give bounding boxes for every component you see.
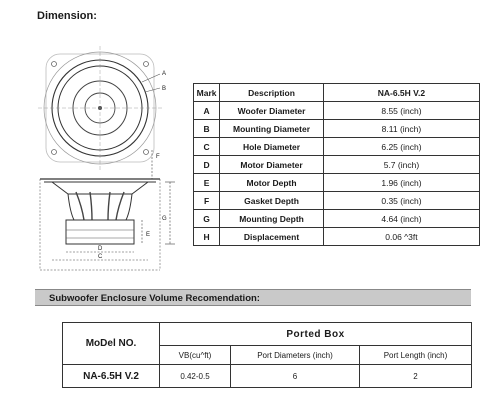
vb-cell: 0.42-0.5 bbox=[160, 365, 231, 388]
table-row bbox=[194, 138, 480, 156]
mark-cell: D bbox=[194, 156, 220, 174]
table-row bbox=[194, 120, 480, 138]
subwoofer-heading-banner: Subwoofer Enclosure Volume Recomendation: bbox=[35, 289, 471, 306]
drawing-label-d: D bbox=[98, 246, 103, 252]
port-diameter-cell: 6 bbox=[231, 365, 360, 388]
mark-cell: B bbox=[194, 120, 220, 138]
description-cell: Motor Diameter bbox=[220, 156, 324, 174]
description-cell: Mounting Diameter bbox=[220, 120, 324, 138]
description-cell: Motor Depth bbox=[220, 174, 324, 192]
description-cell: Displacement bbox=[220, 228, 324, 246]
description-cell: Woofer Diameter bbox=[220, 102, 324, 120]
mark-cell: G bbox=[194, 210, 220, 228]
vb-header: VB(cu^ft) bbox=[160, 346, 231, 365]
table-row bbox=[194, 102, 480, 120]
value-cell: 8.11 (inch) bbox=[323, 120, 479, 138]
description-header: Description bbox=[220, 84, 324, 102]
drawing-label-b: B bbox=[162, 86, 167, 92]
value-cell: 0.35 (inch) bbox=[323, 192, 479, 210]
table-row bbox=[194, 192, 480, 210]
spec-header-row bbox=[194, 84, 480, 102]
port-length-cell: 2 bbox=[360, 365, 472, 388]
ported-box-header: Ported Box bbox=[160, 323, 472, 346]
description-cell: Gasket Depth bbox=[220, 192, 324, 210]
value-cell: 8.55 (inch) bbox=[323, 102, 479, 120]
value-cell: 4.64 (inch) bbox=[323, 210, 479, 228]
model-no-header: MoDel NO. bbox=[63, 323, 160, 365]
drawing-label-c: C bbox=[98, 254, 103, 260]
port-length-header: Port Length (inch) bbox=[360, 346, 472, 365]
value-cell: 6.25 (inch) bbox=[323, 138, 479, 156]
model-cell: NA-6.5H V.2 bbox=[63, 365, 160, 388]
mark-cell: A bbox=[194, 102, 220, 120]
ported-group-row bbox=[63, 323, 472, 346]
table-row bbox=[194, 228, 480, 246]
mark-cell: C bbox=[194, 138, 220, 156]
drawing-label-a: A bbox=[162, 71, 167, 77]
table-row bbox=[63, 365, 472, 388]
table-row bbox=[194, 210, 480, 228]
value-cell: 0.06 ^3ft bbox=[323, 228, 479, 246]
drawing-label-f: F bbox=[156, 154, 160, 160]
drawing-label-e: E bbox=[146, 232, 151, 238]
woofer-dimension-drawing bbox=[30, 42, 190, 277]
ported-box-table bbox=[62, 322, 472, 388]
description-cell: Mounting Depth bbox=[220, 210, 324, 228]
port-diameter-header: Port Diameters (inch) bbox=[231, 346, 360, 365]
dimension-spec-table bbox=[193, 83, 480, 246]
mark-cell: E bbox=[194, 174, 220, 192]
mark-header: Mark bbox=[194, 84, 220, 102]
value-cell: 5.7 (inch) bbox=[323, 156, 479, 174]
table-row bbox=[194, 174, 480, 192]
drawing-label-g: G bbox=[162, 216, 167, 222]
mark-cell: H bbox=[194, 228, 220, 246]
dimension-heading: Dimension: bbox=[37, 10, 97, 22]
table-row bbox=[194, 156, 480, 174]
description-cell: Hole Diameter bbox=[220, 138, 324, 156]
mark-cell: F bbox=[194, 192, 220, 210]
value-cell: 1.96 (inch) bbox=[323, 174, 479, 192]
model-header: NA-6.5H V.2 bbox=[323, 84, 479, 102]
